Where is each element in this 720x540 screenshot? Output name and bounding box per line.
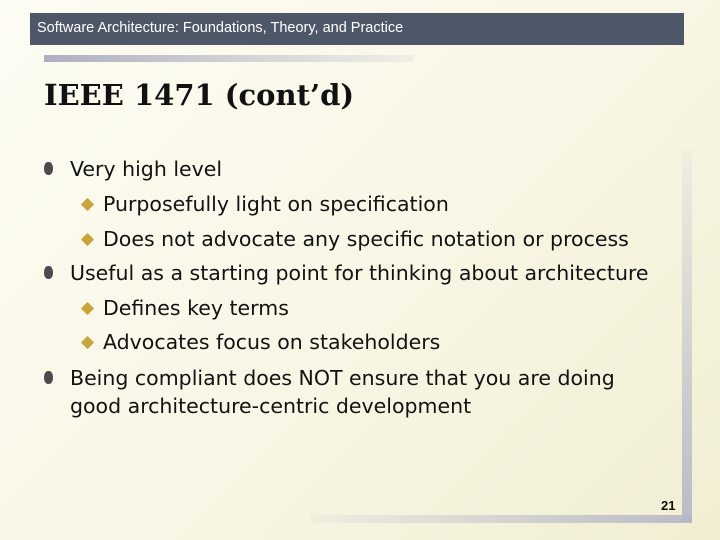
- sub-bullet-item: Defines key terms: [103, 296, 289, 320]
- round-bullet-icon: [44, 371, 53, 384]
- sub-bullet-item: Does not advocate any specific notation or process: [103, 227, 629, 251]
- round-bullet-icon: [44, 162, 53, 175]
- diamond-bullet-icon: [81, 233, 94, 246]
- content-shadow-bottom: [310, 515, 692, 523]
- bullet-item: Very high level: [70, 157, 223, 181]
- bullet-item-continuation: good architecture-centric development: [70, 394, 472, 418]
- header-title: Software Architecture: Foundations, Theory, and Practice: [37, 20, 404, 36]
- bullet-item: Useful as a starting point for thinking about architecture: [70, 261, 649, 285]
- diamond-bullet-icon: [81, 302, 94, 315]
- slide-title: IEEE 1471 (cont’d): [44, 78, 355, 112]
- sub-bullet-item: Advocates focus on stakeholders: [103, 330, 441, 354]
- title-shadow-decoration: [44, 55, 414, 62]
- bullet-item: Being compliant does NOT ensure that you are doing: [70, 366, 615, 390]
- sub-bullet-item: Purposefully light on specification: [103, 192, 449, 216]
- diamond-bullet-icon: [81, 198, 94, 211]
- round-bullet-icon: [44, 266, 53, 279]
- page-number: 21: [661, 498, 676, 513]
- content-shadow-right: [682, 150, 692, 522]
- diamond-bullet-icon: [81, 336, 94, 349]
